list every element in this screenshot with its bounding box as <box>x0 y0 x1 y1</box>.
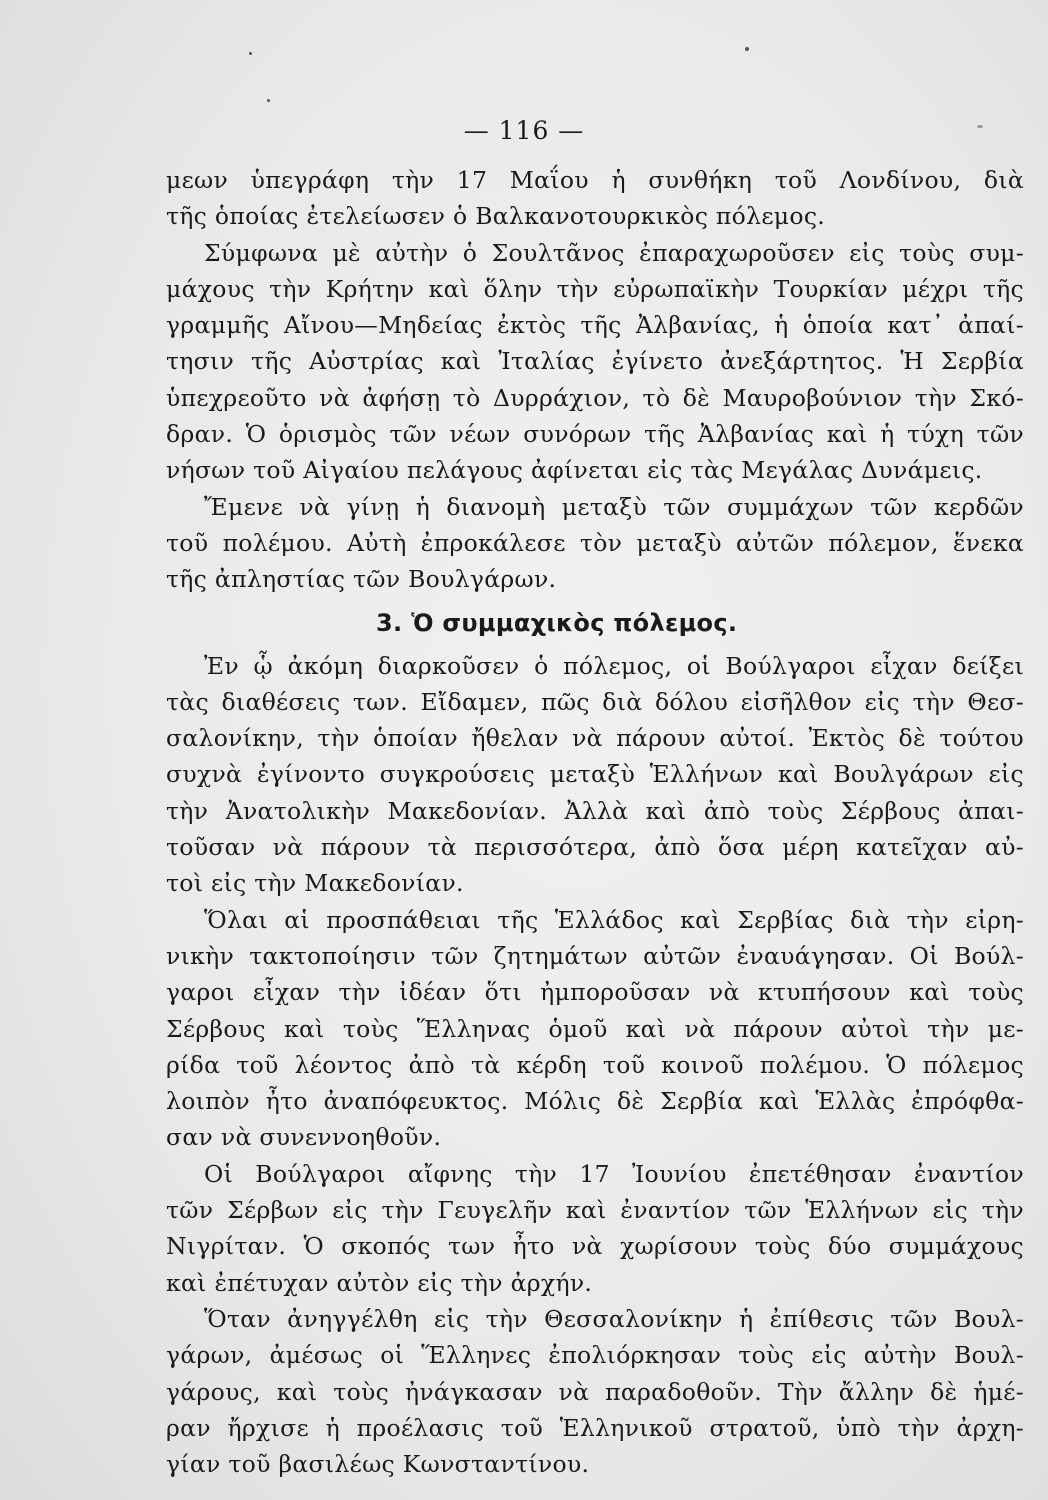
section-heading: 3. Ὁ συμμαχικὸς πόλεμος. <box>376 608 738 637</box>
text-line: συχνὰ ἐγίνοντο συγκρούσεις μεταξὺ Ἑλλήνων καὶ Βουλγάρων εἰς <box>166 760 1024 789</box>
text-line: Οἱ Βούλγαροι αἴφνης τὴν 17 Ἰουνίου ἐπετέθησαν ἐναντίον <box>204 1159 1024 1188</box>
text-line: ραν ἤρχισε ἡ προέλασις τοῦ Ἑλληνικοῦ στρατοῦ, ὑπὸ τὴν ἀρχη- <box>166 1413 1024 1442</box>
text-line: τὰς διαθέσεις των. Εἴδαμεν, πῶς διὰ δόλου εἰσῆλθον εἰς τὴν Θεσ- <box>166 687 1024 716</box>
text-line: νικὴν τακτοποίησιν τῶν ζητημάτων αὐτῶν ἐναυάγησαν. Οἱ Βούλ- <box>166 941 1024 970</box>
text-line: δραν. Ὁ ὁρισμὸς τῶν νέων συνόρων τῆς Ἀλβανίας καὶ ἡ τύχη τῶν <box>166 420 1024 449</box>
text-line: νήσων τοῦ Αἰγαίου πελάγους ἀφίνεται εἰς τὰς Μεγάλας Δυνάμεις. <box>166 456 983 485</box>
text-line: Σύμφωνα μὲ αὐτὴν ὁ Σουλτᾶνος ἐπαραχωροῦσεν εἰς τοὺς συμ- <box>204 238 1024 267</box>
text-line: Ὅλαι αἱ προσπάθειαι τῆς Ἑλλάδος καὶ Σερβίας διὰ τὴν εἰρη- <box>204 905 1024 934</box>
text-line: Νιγρίταν. Ὁ σκοπός των ἦτο νὰ χωρίσουν τοὺς δύο συμμάχους <box>166 1232 1024 1261</box>
text-line: Ὅταν ἀνηγγέλθη εἰς τὴν Θεσσαλονίκην ἡ ἐπίθεσις τῶν Βουλ- <box>204 1304 1024 1333</box>
text-line: μάχους τὴν Κρήτην καὶ ὅλην τὴν εὐρωπαϊκὴν Τουρκίαν μέχρι τῆς <box>166 274 1024 303</box>
page-number: — 116 — <box>463 116 585 145</box>
text-line: τὴν Ἀνατολικὴν Μακεδονίαν. Ἀλλὰ καὶ ἀπὸ τοὺς Σέρβους ἀπαι- <box>166 796 1024 825</box>
text-line: γάρων, ἀμέσως οἱ Ἕλληνες ἐπολιόρκησαν τοὺς εἰς αὐτὴν Βουλ- <box>166 1341 1024 1370</box>
text-line: σαλονίκην, τὴν ὁποίαν ἤθελαν νὰ πάρουν αὐτοί. Ἐκτὸς δὲ τούτου <box>166 724 1024 753</box>
text-line: γαροι εἶχαν τὴν ἰδέαν ὅτι ἠμποροῦσαν νὰ κτυπήσουν καὶ τοὺς <box>166 978 1024 1007</box>
text-line: τοῦ πολέμου. Αὐτὴ ἐπροκάλεσε τὸν μεταξὺ αὐτῶν πόλεμον, ἕνεκα <box>166 528 1024 557</box>
text-line: τῆς ἀπληστίας τῶν Βουλγάρων. <box>166 565 557 594</box>
text-line: τησιν τῆς Αὐστρίας καὶ Ἰταλίας ἐγίνετο ἀνεξάρτητος. Ἡ Σερβία <box>166 347 1024 376</box>
text-line: Ἐν ᾧ ἀκόμη διαρκοῦσεν ὁ πόλεμος, οἱ Βούλγαροι εἶχαν δείξει <box>204 651 1024 680</box>
text-line: Σέρβους καὶ τοὺς Ἕλληνας ὁμοῦ καὶ νὰ πάρουν αὐτοὶ τὴν με- <box>166 1014 1024 1043</box>
body-text <box>166 162 1024 1482</box>
text-line: τῶν Σέρβων εἰς τὴν Γευγελῆν καὶ ἐναντίον τῶν Ἑλλήνων εἰς τὴν <box>166 1196 1024 1225</box>
text-line: μεων ὑπεγράφη τὴν 17 Μαΐου ἡ συνθήκη τοῦ Λονδίνου, διὰ <box>166 166 1024 194</box>
text-line: γραμμῆς Αἴνου—Μηδείας ἐκτὸς τῆς Ἀλβανίας, ἡ ὁποία κατ᾿ ἀπαί- <box>166 311 1024 340</box>
text-line: Ἔμενε νὰ γίνῃ ἡ διανομὴ μεταξὺ τῶν συμμάχων τῶν κερδῶν <box>204 492 1024 521</box>
text-line: καὶ ἐπέτυχαν αὐτὸν εἰς τὴν ἀρχήν. <box>166 1268 593 1297</box>
text-line: σαν νὰ συνεννοηθοῦν. <box>166 1123 442 1152</box>
text-line: γάρους, καὶ τοὺς ἠνάγκασαν νὰ παραδοθοῦν. Τὴν ἄλλην δὲ ἡμέ- <box>166 1377 1024 1406</box>
text-line: τοὶ εἰς τὴν Μακεδονίαν. <box>166 869 464 898</box>
ink-speck <box>249 52 252 55</box>
text-line: γίαν τοῦ βασιλέως Κωνσταντίνου. <box>166 1450 590 1479</box>
ink-speck <box>977 125 983 128</box>
text-line: ὑπεχρεοῦτο νὰ ἀφήσῃ τὸ Δυρράχιον, τὸ δὲ Μαυροβούνιον τὴν Σκό- <box>166 383 1024 412</box>
ink-speck <box>267 99 270 102</box>
text-line: ρίδα τοῦ λέοντος ἀπὸ τὰ κέρδη τοῦ κοινοῦ πολέμου. Ὁ πόλεμος <box>166 1050 1024 1079</box>
text-line: τοῦσαν νὰ πάρουν τὰ περισσότερα, ἀπὸ ὅσα μέρη κατεῖχαν αὐ- <box>166 833 1024 862</box>
text-line: λοιπὸν ἦτο ἀναπόφευκτος. Μόλις δὲ Σερβία καὶ Ἑλλὰς ἐπρόφθα- <box>166 1087 1024 1116</box>
ink-speck <box>745 47 749 51</box>
text-line: τῆς ὁποίας ἐτελείωσεν ὁ Βαλκανοτουρκικὸς πόλεμος. <box>166 202 826 231</box>
